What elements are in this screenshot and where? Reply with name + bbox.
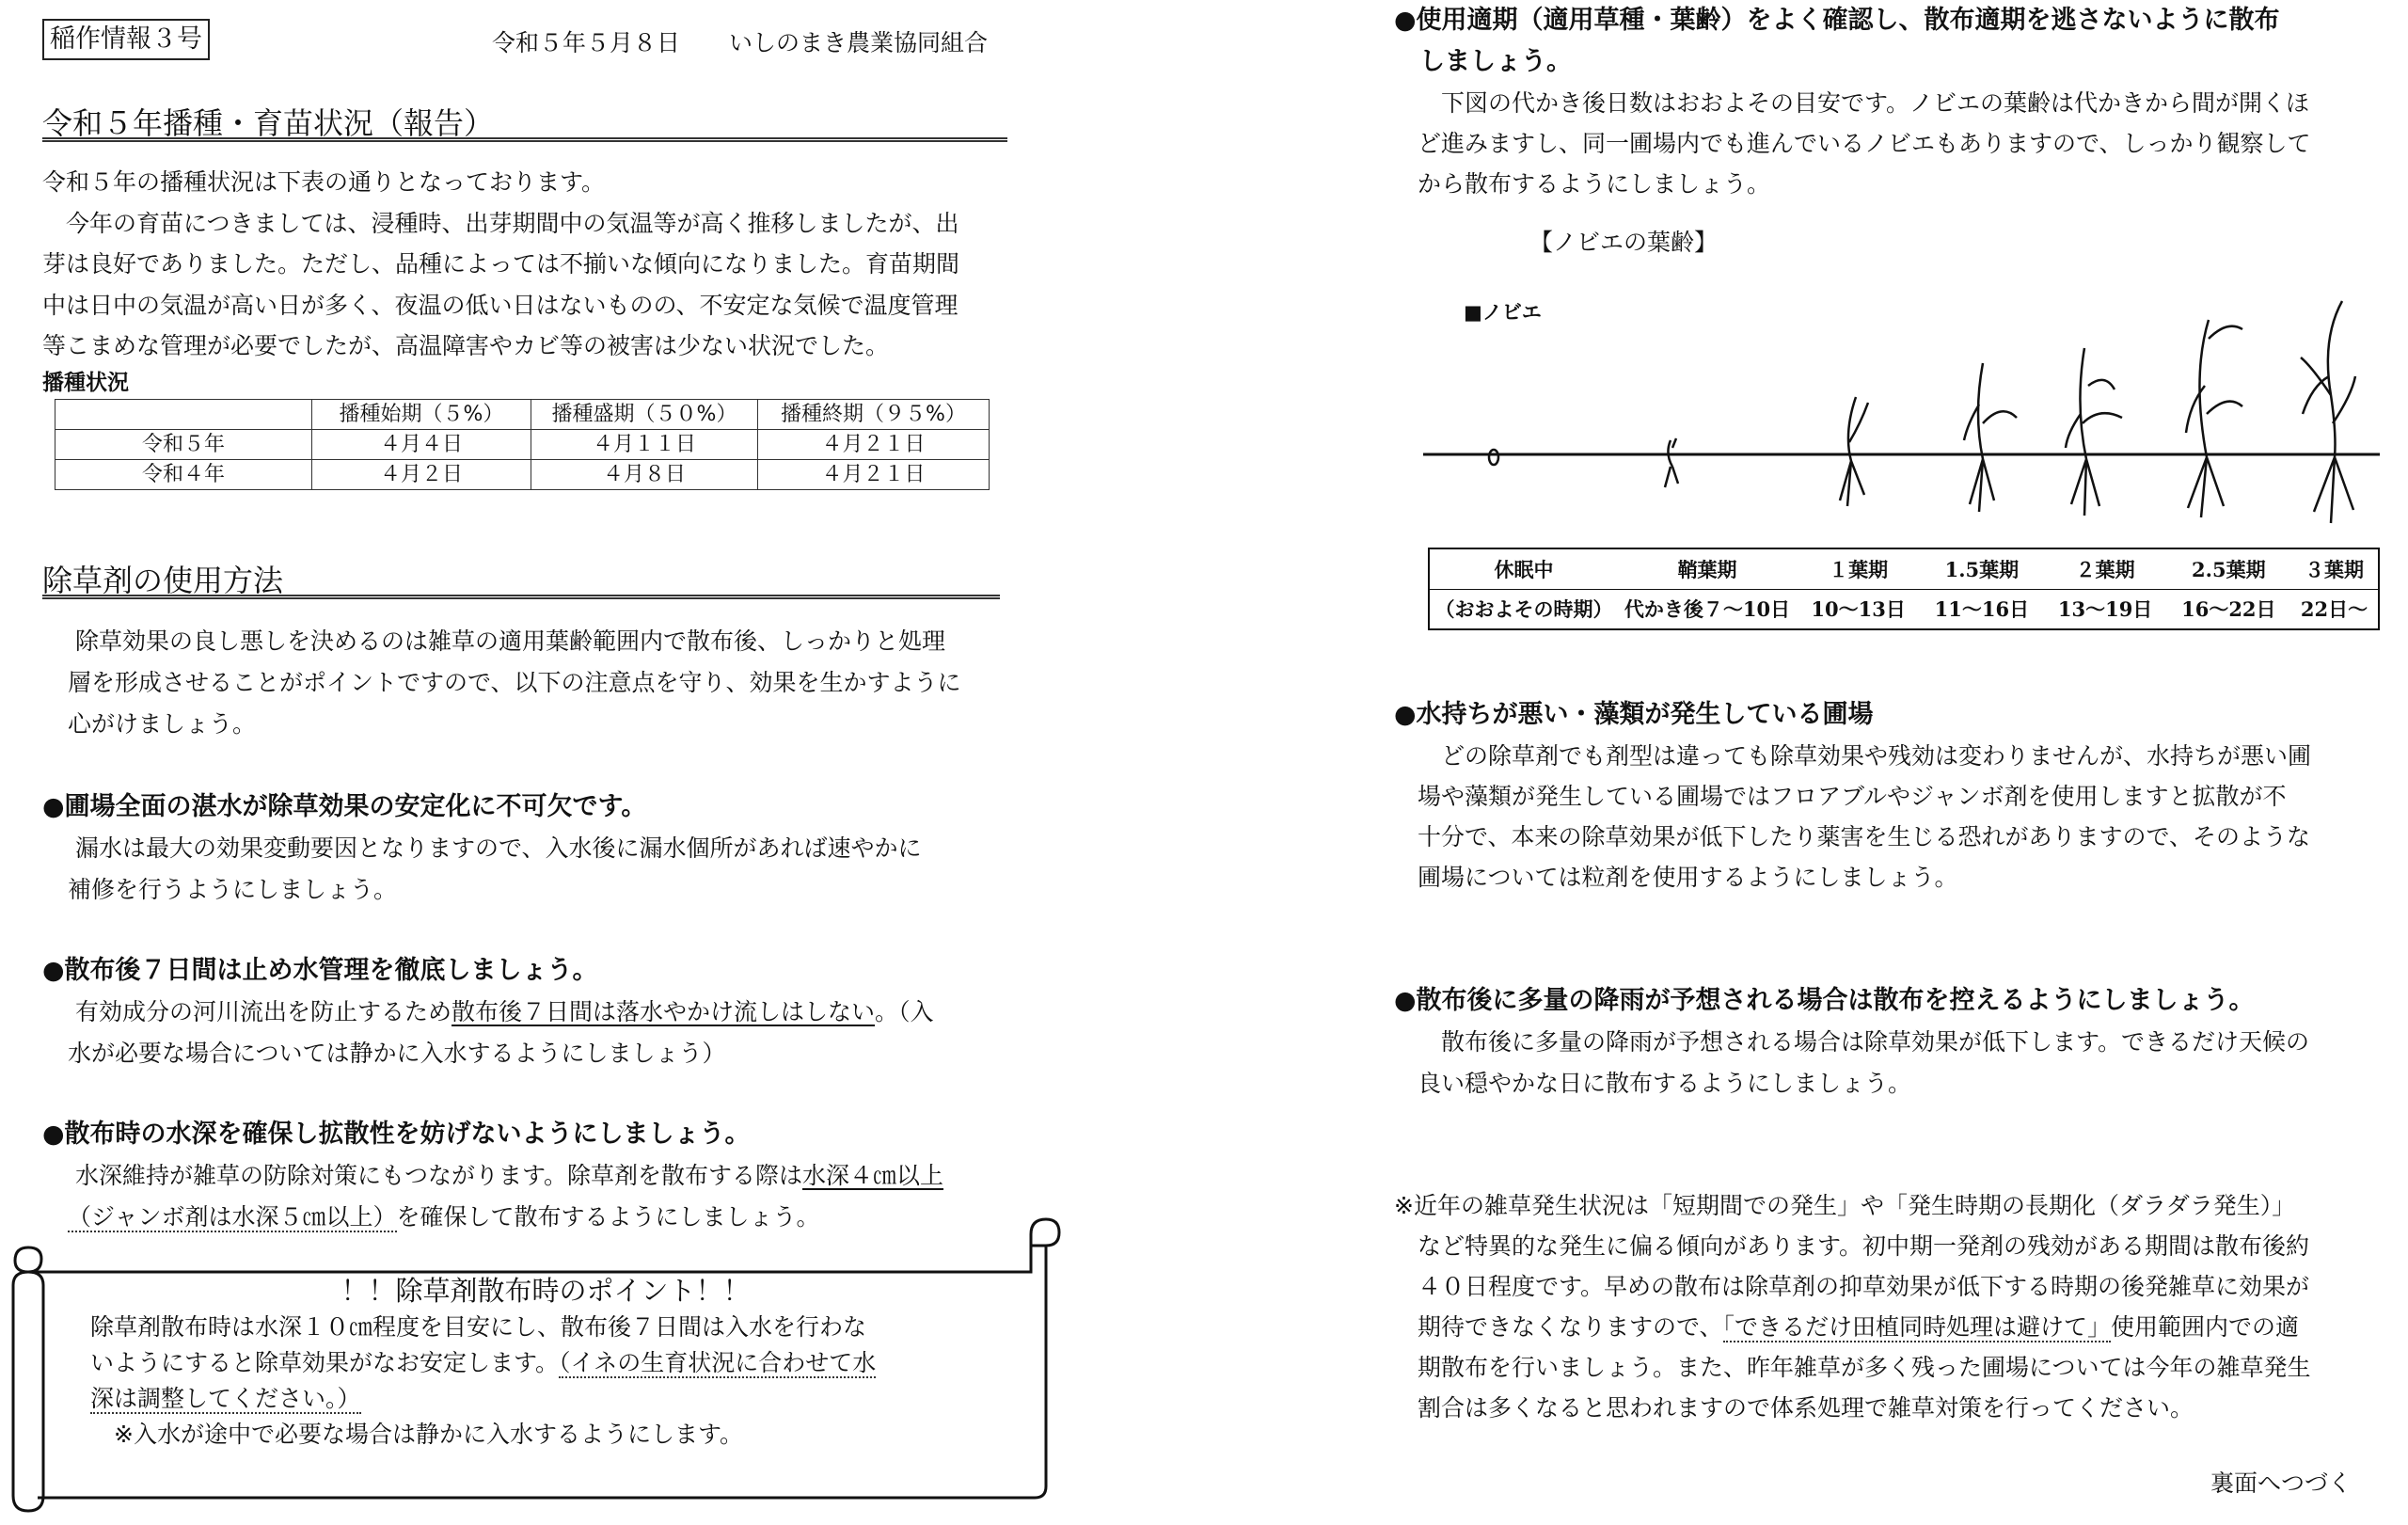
table-cell: ４月１１日 [531, 430, 758, 460]
organization-name: いしのまき農業協同組合 [729, 29, 989, 56]
herbicide-intro-1: 除草効果の良し悪しを決めるのは雑草の適用葉齢範囲内で散布後、しっかりと処理 [52, 627, 946, 655]
note-line-2: など特異的な発生に偏る傾向があります。初中期一発剤の残効がある期間は散布後約 [1394, 1232, 2310, 1260]
sowing-line-4: 中は日中の気温が高い日が多く、夜温の低い日はないものの、不安定な気候で温度管理 [42, 292, 958, 319]
point2-line-2: 水が必要な場合については静かに入水するようにしましょう） [68, 1040, 726, 1067]
note-text: 使用範囲内での適 [2111, 1313, 2300, 1341]
note-line-1: ※近年の雑草発生状況は「短期間での発生」や「発生時期の長期化（ダラダラ発生）」 [1394, 1192, 2296, 1219]
timing-cell: 13～19日 [2057, 597, 2153, 621]
timing-line-1: 下図の代かき後日数はおおよその目安です。ノビエの葉齢は代かきから間が開くほ [1394, 89, 2310, 117]
table-cell: 令和５年 [55, 430, 312, 460]
water-line-1: どの除草剤でも剤型は違っても除草効果や残効は変わりませんが、水持ちが悪い圃 [1394, 742, 2312, 770]
timing-row [1430, 589, 2378, 628]
note-line-3: ４０日程度です。早めの散布は除草剤の抑草効果が低下する時期の後発雑草に効果が [1394, 1273, 2310, 1300]
figure-caption: 【ノビエの葉齢】 [1529, 229, 1719, 256]
scroll-line-3 [56, 1381, 1035, 1417]
timing-cell: 16～22日 [2181, 597, 2276, 621]
point3-text: 水深維持が雑草の防除対策にもつながります。除草剤を散布する際は [52, 1162, 803, 1189]
herbicide-section-title [42, 557, 1000, 600]
water-line-4: 圃場については粒剤を使用するようにしましょう。 [1394, 864, 1958, 891]
stage-cell: ２葉期 [2075, 558, 2135, 581]
timing-cell: 10～13日 [1811, 597, 1906, 621]
water-heading: ●水持ちが悪い・藻類が発生している圃場 [1394, 700, 1874, 729]
point2-heading: ●散布後７日間は止め水管理を徹底しましょう。 [42, 956, 598, 985]
point2-text: 。（入 [875, 998, 934, 1025]
timing-cell: 代かき後７～10日 [1624, 597, 1791, 621]
point3-text: を確保して散布するようにしましょう。 [396, 1203, 820, 1231]
scroll-line-1: 除草剤散布時は水深１０㎝程度を目安にし、散布後７日間は入水を行わな [90, 1313, 867, 1341]
point1-line-2: 補修を行うようにしましょう。 [68, 876, 398, 903]
sowing-table [55, 399, 990, 490]
point3-heading: ●散布時の水深を確保し拡散性を妨げないようにしましょう。 [42, 1120, 751, 1149]
table-cell: ４月８日 [531, 460, 758, 490]
table-header-cell: 播種盛期（５０%） [531, 400, 758, 430]
note-emphasis: 「できるだけ田植同時処理は避けて」 [1722, 1313, 2112, 1341]
sowing-section-title [42, 100, 1007, 143]
point2-text: 有効成分の河川流出を防止するため [52, 998, 452, 1025]
herbicide-title-text: 除草剤の使用方法 [42, 563, 284, 598]
note-text: 期待できなくなりますので、 [1394, 1313, 1723, 1341]
water-line-2: 場や藻類が発生している圃場ではフロアブルやジャンボ剤を使用しますと拡散が不 [1394, 783, 2287, 810]
stage-cell: 2.5葉期 [2192, 558, 2266, 581]
point3-line-1 [52, 1155, 943, 1197]
scroll-line-2 [56, 1345, 1035, 1381]
figure-legend: ■ノビエ [1464, 301, 1542, 324]
sowing-line-1: 令和５年の播種状況は下表の通りとなっております。 [42, 168, 606, 196]
table-cell: ４月２日 [312, 460, 531, 490]
herbicide-intro-3: 心がけましょう。 [68, 710, 257, 738]
table-header-row [55, 400, 990, 430]
point2-emphasis: 散布後７日間は落水やかけ流しはしない [452, 998, 876, 1025]
sowing-line-5: 等こまめな管理が必要でしたが、高温障害やカビ等の被害は少ない状況でした。 [42, 332, 890, 359]
table-cell: ４月２１日 [758, 430, 990, 460]
sowing-line-2: 今年の育苗につきましては、浸種時、出芽期間中の気温等が高く推移しましたが、出 [42, 210, 959, 237]
point3-emphasis: （ジャンボ剤は水深５㎝以上） [68, 1203, 397, 1231]
point1-line-1: 漏水は最大の効果変動要因となりますので、入水後に漏水個所があれば速やかに [52, 834, 922, 862]
stage-cell: 休眠中 [1494, 558, 1554, 581]
timing-cell: 22日～ [2300, 597, 2368, 621]
herbicide-intro-2: 層を形成させることがポイントですので、以下の注意点を守り、効果を生かすように [68, 669, 961, 696]
barnyard-grass-illustration [1418, 282, 2387, 536]
rain-heading: ●散布後に多量の降雨が予想される場合は散布を控えるようにしましょう。 [1394, 986, 2255, 1015]
stage-cell: 鞘葉期 [1677, 558, 1737, 581]
note-line-6: 割合は多くなると思われますので体系処理で雑草対策を行ってください。 [1394, 1394, 2194, 1422]
issue-date: 令和５年５月８日 [492, 29, 681, 56]
scroll-banner [56, 1272, 1035, 1460]
timing-heading-1: ●使用適期（適用草種・葉齢）をよく確認し、散布適期を逃さないように散布 [1394, 6, 2280, 35]
title-underline [42, 137, 1007, 142]
table-cell: 令和４年 [55, 460, 312, 490]
table-cell: ４月４日 [312, 430, 531, 460]
sowing-title-text: 令和５年播種・育苗状況（報告） [42, 105, 495, 141]
rain-line-2: 良い穏やかな日に散布するようにしましょう。 [1394, 1070, 1912, 1097]
timing-heading-2: しましょう。 [1394, 47, 1572, 76]
point1-heading: ●圃場全面の湛水が除草効果の安定化に不可欠です。 [42, 792, 647, 821]
note-line-4 [1394, 1307, 2299, 1348]
rain-line-1: 散布後に多量の降雨が予想される場合は除草効果が低下します。できるだけ天候の [1394, 1028, 2310, 1056]
water-line-3: 十分で、本来の除草効果が低下したり薬害を生じる恐れがありますので、そのような [1394, 823, 2311, 850]
doc-number-box: 稲作情報３号 [42, 19, 210, 60]
table-header-cell: 播種終期（９５%） [758, 400, 990, 430]
scroll-line-4: ※入水が途中で必要な場合は静かに入水するようにします。 [90, 1421, 743, 1448]
table-row [55, 430, 990, 460]
stage-cell: １葉期 [1829, 558, 1889, 581]
scroll-text: いようにすると除草効果がなお安定します。 [90, 1349, 560, 1376]
stage-table-divider [1428, 589, 2380, 590]
leaf-age-figure [1418, 282, 2387, 635]
sowing-table-caption: 播種状況 [42, 371, 129, 395]
stage-row [1430, 549, 2378, 589]
stage-cell: 1.5葉期 [1944, 558, 2020, 581]
point2-line-1 [52, 992, 934, 1033]
table-header-cell [55, 400, 312, 430]
table-cell: ４月２１日 [758, 460, 990, 490]
continue-on-back: 裏面へつづく [2210, 1469, 2353, 1497]
timing-line-2: ど進みますし、同一圃場内でも進んでいるノビエもありますので、しっかり観察して [1394, 130, 2311, 157]
scroll-title: ！！除草剤散布時のポイント！！ [341, 1275, 751, 1307]
stage-cell: ３葉期 [2304, 558, 2364, 581]
point3-emphasis: 水深４㎝以上 [802, 1162, 944, 1189]
scroll-emphasis: （イネの生育状況に合わせて水 [559, 1349, 877, 1376]
sowing-line-3: 芽は良好でありました。ただし、品種によっては不揃いな傾向になりました。育苗期間 [42, 250, 960, 278]
timing-cell: （おおよその時期） [1434, 597, 1613, 621]
table-header-cell: 播種始期（５%） [312, 400, 531, 430]
note-line-5: 期散布を行いましょう。また、昨年雑草が多く残った圃場については今年の雑草発生 [1394, 1354, 2311, 1381]
timing-line-3: から散布するようにしましょう。 [1394, 170, 1771, 198]
title-underline [42, 595, 1000, 599]
timing-cell: 11～16日 [1934, 597, 2030, 621]
table-row [55, 460, 990, 490]
scroll-emphasis: 深は調整してください。） [90, 1385, 361, 1412]
